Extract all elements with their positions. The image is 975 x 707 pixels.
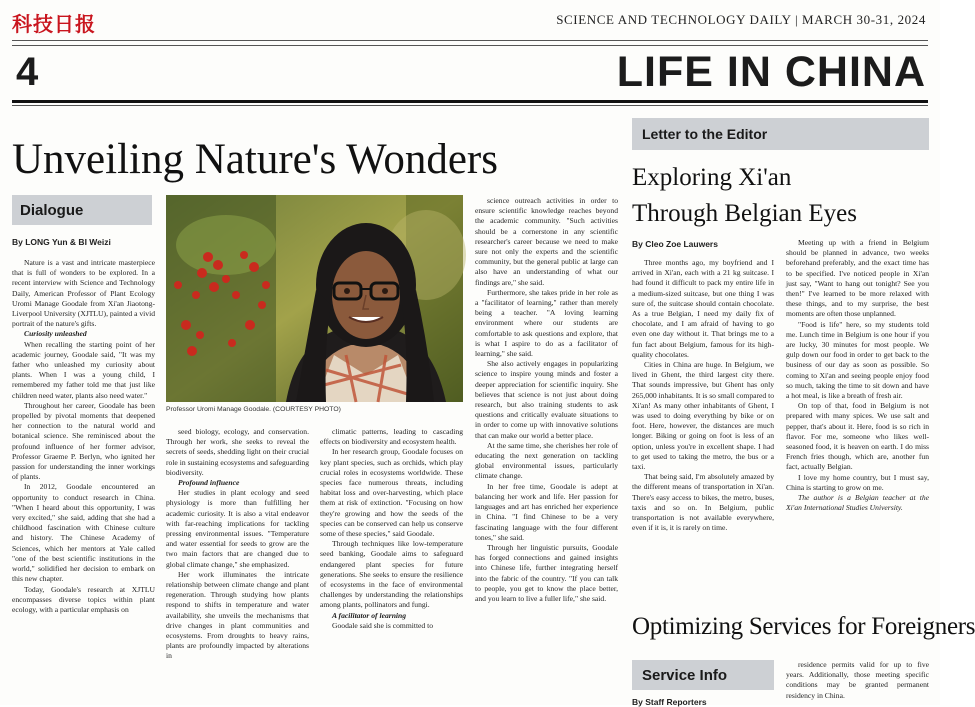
main-article-column-3 [320, 427, 463, 705]
main-byline: By LONG Yun & BI Weizi [12, 237, 111, 247]
author-note: The author is a Belgian teacher at the Xi'an International Studies University. [786, 493, 929, 513]
dialogue-tag: Dialogue [12, 195, 152, 225]
professor-portrait-image [166, 195, 463, 402]
letter-column-1 [632, 258, 774, 598]
paragraph: Furthermore, she takes pride in her role as a "facilitator of learning," rather than merely being a teacher. "A loving learning environment where our students are comfortable to ask questions and explore, that is what I aspire to do as a facilitator of learning," she said. [475, 287, 618, 359]
letter-column-2 [786, 238, 929, 598]
professor-photo [166, 195, 463, 402]
paragraph: Nature is a vast and intricate masterpiece that is full of wonders to be explored. In a recent interview with Science and Technology Daily, American Professor of Plant Ecology Uromi Manage Goodale from Xi'an Jiaotong-Liverpool University (XJTLU), painted a vivid portrait of the nature's gifts. [12, 258, 155, 329]
letter-to-editor-tag: Letter to the Editor [632, 118, 929, 150]
letter-headline-line-1: Exploring Xi'an [632, 164, 792, 191]
paragraph: Through techniques like low-temperature seed banking, Goodale aims to safeguard endangered plant species for future generations. She seeks to ensure the resilience of ecosystems in the face of environmental challenges by understanding the relationships among plants, pollinators and fungi. [320, 539, 463, 610]
services-column-2 [786, 660, 929, 705]
paragraph: Goodale said she is committed to [332, 620, 434, 630]
paragraph: When recalling the starting point of her academic journey, Goodale said, "It was my father who unleashed my curiosity about plants. When I was a young child, I remembered my father told me that just like children need water, plants also need water." [12, 339, 155, 400]
paragraph: Cities in China are huge. In Belgium, we lived in Ghent, the third largest city there. That sounds impressive, but Ghent has only 265,000 inhabitants. It is so small compared to Xi'an! As many other inhabitants of Ghent, I was used to doing everything by bike or on foot. Here, however, the distances are much longer. Biking or going on foot is less of an option, unless you're in excellent shape. I had to get used to taking the metro, the bus or a taxi. [632, 360, 774, 472]
letter-byline: By Cleo Zoe Lauwers [632, 239, 718, 249]
header-rule-bottom-second [12, 105, 928, 106]
paragraph: I love my home country, but I must say, China is starting to grow on me. [786, 472, 929, 492]
paragraph: She also actively engages in popularizing science to inspire young minds and foster a deeper appreciation for scientific inquiry. She believes that science is not just about doing research, but also training students to ask questions and critically evaluate situations to in order to come up with innovative solutions that can make our world a better place. [475, 359, 618, 440]
subheading: A facilitator of learning [332, 610, 407, 620]
paragraph: Throughout her career, Goodale has been propelled by pivotal moments that deepened her connection to the natural world and botanical science. She reminisced about the profound influence of her former advisor, Professor Graeme P. Berlyn, who ignited her passion for understanding the inner workings of plants. [12, 400, 155, 482]
main-article-column-4 [475, 196, 618, 705]
photo-caption: Professor Uromi Manage Goodale. (COURTESY PHOTO) [166, 406, 341, 413]
service-info-tag: Service Info [632, 660, 774, 690]
services-headline: Optimizing Services for Foreigners [632, 613, 975, 640]
services-byline: By Staff Reporters [632, 697, 707, 707]
paragraph: residence permits valid for up to five years. Additionally, those meeting specific conditions may be granted permanent residency in China. [786, 660, 929, 700]
paragraph: Through her linguistic pursuits, Goodale has forged connections and gained insights into Chinese life, further integrating herself into the fabric of the country. "If you can talk to people, you get to know the place better, and you learn to live a fuller life," she said. [475, 542, 618, 603]
paragraph: On top of that, food in Belgium is not prepared with many spices. We use salt and pepper, that's about it. Here, food is so rich in flavor. For me, someone who likes well-seasoned food, it is heaven on earth. I do miss French fries though, which are, another fun fact, actually Belgian. [786, 401, 929, 472]
dateline: SCIENCE AND TECHNOLOGY DAILY | MARCH 30-31, 2024 [556, 12, 926, 27]
paragraph: "Food is life" here, so my students told me. Lunch time in Belgium is one hour if you are lucky, 30 minutes for most people. We gulp down our food in order to get back to the business of our day as soon as possible. So coming to Xi'an and seeing people enjoy food so much, taking the time to sit down and have a hot meal, is like a breath of fresh air. [786, 319, 929, 401]
main-article-column-1 [12, 258, 155, 705]
paragraph: seed biology, ecology, and conservation. Through her work, she seeks to reveal the secrets of seeds, shedding light on their crucial role in sustaining ecosystems and safeguarding biodiversity. [166, 427, 309, 477]
paragraph: Her studies in plant ecology and seed physiology is more than fulfilling her academic curiosity. It is also a vital endeavor with far-reaching implications for tackling pressing environmental issues. "Temperature and water essential for seeds to grow are the two main factors that are changed due to global climate change," she emphasized. [166, 488, 309, 569]
paragraph: In her free time, Goodale is adept at balancing her work and life. Her passion for languages and art has enriched her experience in China. "I find Chinese to be a very fascinating language with the four different tones," she said. [475, 481, 618, 542]
page-number: 4 [16, 50, 39, 94]
letter-headline [632, 160, 932, 232]
header-rule-top-second [12, 45, 928, 46]
main-headline: Unveiling Nature's Wonders [12, 136, 498, 183]
paragraph: Three months ago, my boyfriend and I arrived in Xi'an, each with a 21 kg suitcase. I had found it difficult to pack my entire life in a medium-sized suitcase, but one thing I was sure of, the suitcase should contain chocolate. As a true Belgian, I need my daily fix of chocolate, and I am afraid of having to go even one day without it. That brings me to a fun fact about Belgium, famous for its high-quality chocolates. [632, 258, 774, 359]
paragraph: That being said, I'm absolutely amazed by the different means of transportation in Xi'an. There's easy access to bikes, the metro, buses, taxis and so on. In Belgium, public transportation is not available everywhere, even if it is, it is rarely on time. [632, 472, 774, 533]
letter-headline-line-2: Through Belgian Eyes [632, 200, 857, 227]
paragraph: Her work illuminates the intricate relationship between climate change and plant regeneration. Through studying how plants respond to shifts in temperature and water availability, she unveils the mechanisms that drive changes in plant communities and ecosystems. From droughts to heavy rains, plants are profoundly impacted by alterations in [166, 569, 309, 661]
section-title: LIFE IN CHINA [616, 48, 926, 96]
paragraph: climatic patterns, leading to cascading effects on biodiversity and ecosystem health. [320, 427, 463, 447]
subheading: Curiosity unleashed [24, 329, 87, 339]
paragraph: science outreach activities in order to ensure scientific knowledge reaches beyond the academic community. "Such activities should be a cornerstone in any scientific researcher's career because we need to make sure not only the experts and the scientific community, but the general public at large can also have an understanding of what our findings are," she said. [475, 196, 618, 287]
main-article-column-2 [166, 427, 309, 705]
paragraph: In 2012, Goodale encountered an opportunity to conduct research in China. "When I heard about this opportunity, I was very excited," she said, adding that she had a childhood fascination with Chinese culture and history. The Chinese Academy of Sciences, which her mentors at Yale called "one of the best scientific institutions in the world," solidified her decision to embark on this new chapter. [12, 482, 155, 584]
header-rule-top [12, 40, 928, 41]
paragraph: Meeting up with a friend in Belgium should be planned in advance, two weeks beforehand preferably, and the exact time has to be specified. I've noticed people in Xi'an just say, "Want to hang out tonight? See you then!" I've learned to be more relaxed with these things, and to my surprise, the best moments are often those unplanned. [786, 238, 929, 319]
header-rule-bottom [12, 100, 928, 103]
paragraph: Today, Goodale's research at XJTLU encompasses diverse topics within plant ecology, with a particular emphasis on [12, 584, 155, 614]
masthead-logo: 科技日报 [12, 12, 96, 36]
subheading: Profound influence [178, 478, 240, 488]
paragraph: At the same time, she cherishes her role of educating the next generation on tackling global environmental issues, particularly climate change. [475, 440, 618, 481]
paragraph: In her research group, Goodale focuses on key plant species, such as orchids, which play crucial roles in ecosystems worldwide. These species face numerous threats, including habitat loss and over-harvesting, which place them at risk of extinction. "Focusing on how they're growing and how the seeds of the species can be conserved can help us conserve some of these species," said Goodale. [320, 447, 463, 539]
